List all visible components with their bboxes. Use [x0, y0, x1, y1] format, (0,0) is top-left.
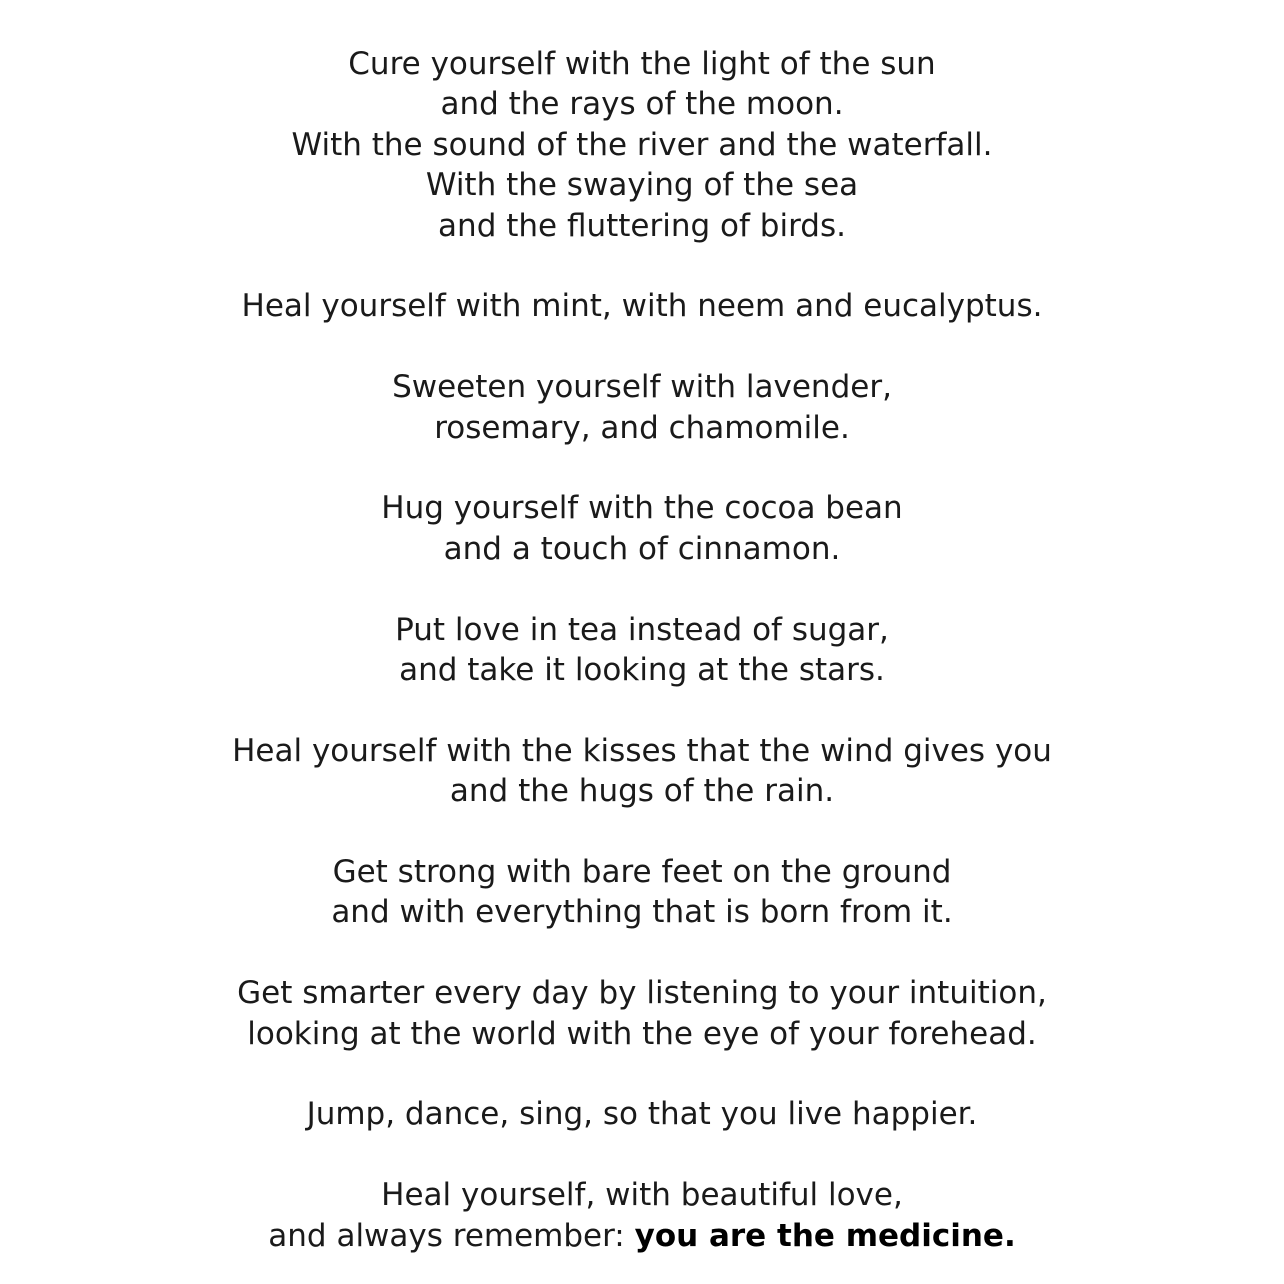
stanza-7 — [0, 852, 1284, 933]
final-line-prefix: and always remember: — [268, 1217, 635, 1254]
poem-line: With the swaying of the sea — [425, 167, 859, 204]
poem-line: Cure yourself with the light of the sun — [348, 46, 936, 82]
stanza-5 — [0, 610, 1284, 691]
poem-final-line — [0, 1216, 1284, 1256]
poem-line: and with everything that is born from it. — [331, 894, 953, 931]
stanza-9 — [0, 1094, 1284, 1134]
poem-line: Heal yourself, with beautiful love, — [381, 1177, 903, 1214]
poem-line: Heal yourself with mint, with neem and eucalyptus. — [241, 288, 1043, 325]
poem-line: Heal yourself with the kisses that the wind gives you — [232, 732, 1052, 769]
poem-line: and the rays of the moon. — [440, 86, 844, 123]
poem-line: Hug yourself with the cocoa bean — [381, 490, 903, 527]
stanza-6 — [0, 731, 1284, 812]
poem-line: Jump, dance, sing, so that you live happier. — [306, 1096, 978, 1133]
poem-line: and a touch of cinnamon. — [443, 530, 841, 567]
stanza-10 — [0, 1175, 1284, 1256]
stanza-1 — [0, 44, 1284, 246]
poem-line: Get strong with bare feet on the ground — [332, 854, 952, 891]
poem-line: looking at the world with the eye of your forehead. — [247, 1015, 1037, 1052]
poem-line: Get smarter every day by listening to your intuition, — [237, 975, 1047, 1012]
poem-line: Sweeten yourself with lavender, — [392, 369, 892, 406]
poem-line: and the hugs of the rain. — [449, 773, 835, 810]
poem-line: With the sound of the river and the waterfall. — [291, 126, 993, 163]
poem — [0, 44, 1284, 1256]
stanza-3 — [0, 367, 1284, 448]
stanza-8 — [0, 973, 1284, 1054]
final-line-emphasis: you are the medicine. — [634, 1217, 1016, 1254]
poem-line: rosemary, and chamomile. — [434, 409, 850, 446]
poem-line: and the fluttering of birds. — [438, 207, 846, 244]
stanza-4 — [0, 488, 1284, 569]
poem-line: Put love in tea instead of sugar, — [395, 611, 889, 648]
poem-line: and take it looking at the stars. — [399, 652, 885, 689]
stanza-2 — [0, 286, 1284, 326]
